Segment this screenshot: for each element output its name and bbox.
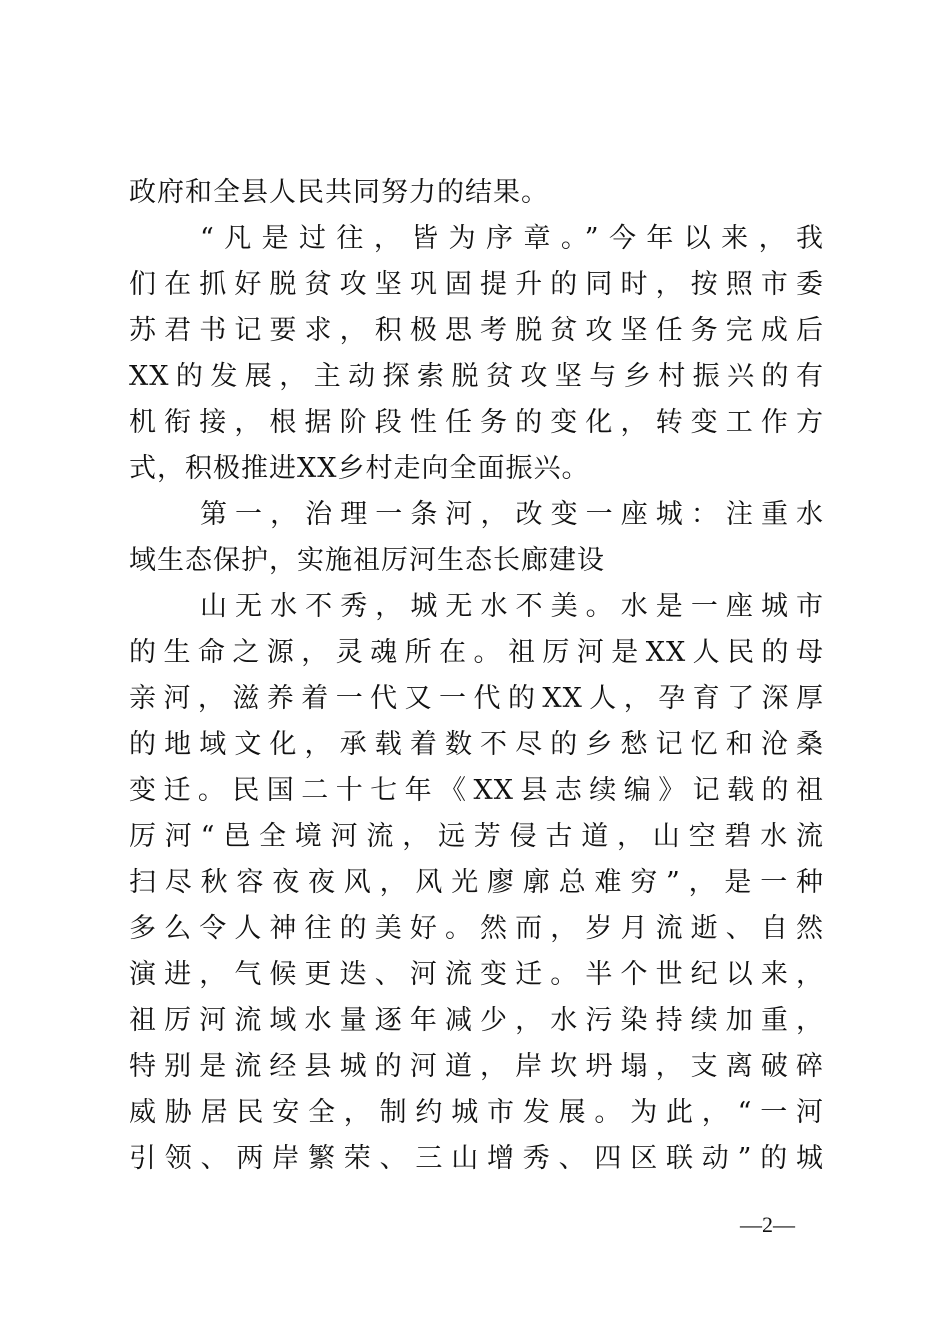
text-line: 变迁。民国二十七年《XX县志续编》记载的祖: [129, 775, 824, 806]
text-line: 山无水不秀，城无水不美。水是一座城市: [200, 591, 824, 622]
text-line: 扫尽秋容夜夜风，风光廖廓总难穷”，是一种: [129, 867, 824, 898]
text-line: 多么令人神往的美好。然而，岁月流逝、自然: [129, 913, 824, 944]
text-line: “凡是过往，皆为序章。”今年以来，我: [200, 223, 824, 254]
text-line: 的生命之源，灵魂所在。祖厉河是XX人民的母: [129, 637, 824, 668]
text-line: 苏君书记要求，积极思考脱贫攻坚任务完成后: [129, 315, 824, 346]
text-line: 祖厉河流域水量逐年减少，水污染持续加重，: [129, 1005, 824, 1036]
section-heading-line: 域生态保护，实施祖厉河生态长廊建设: [129, 545, 605, 576]
text-line: 政府和全县人民共同努力的结果。: [129, 177, 549, 208]
section-heading-line: 第一，治理一条河，改变一座城：注重水: [200, 499, 824, 530]
text-line: 机衔接，根据阶段性任务的变化，转变工作方: [129, 407, 824, 438]
text-line: 厉河“邑全境河流，远芳侵古道，山空碧水流: [129, 821, 824, 852]
text-line: 的地域文化，承载着数不尽的乡愁记忆和沧桑: [129, 729, 824, 760]
text-line: 威胁居民安全，制约城市发展。为此，“一河: [129, 1097, 824, 1128]
text-line: XX的发展，主动探索脱贫攻坚与乡村振兴的有: [129, 361, 824, 392]
text-line: 引领、两岸繁荣、三山增秀、四区联动”的城: [129, 1143, 824, 1174]
text-line: 们在抓好脱贫攻坚巩固提升的同时，按照市委: [129, 269, 824, 300]
text-line: 亲河，滋养着一代又一代的XX人，孕育了深厚: [129, 683, 824, 714]
text-line: 演进，气候更迭、河流变迁。半个世纪以来，: [129, 959, 824, 990]
page-number: —2—: [740, 1212, 795, 1237]
text-line: 特别是流经县城的河道，岸坎坍塌，支离破碎: [129, 1051, 824, 1082]
text-line: 式，积极推进XX乡村走向全面振兴。: [129, 453, 590, 484]
